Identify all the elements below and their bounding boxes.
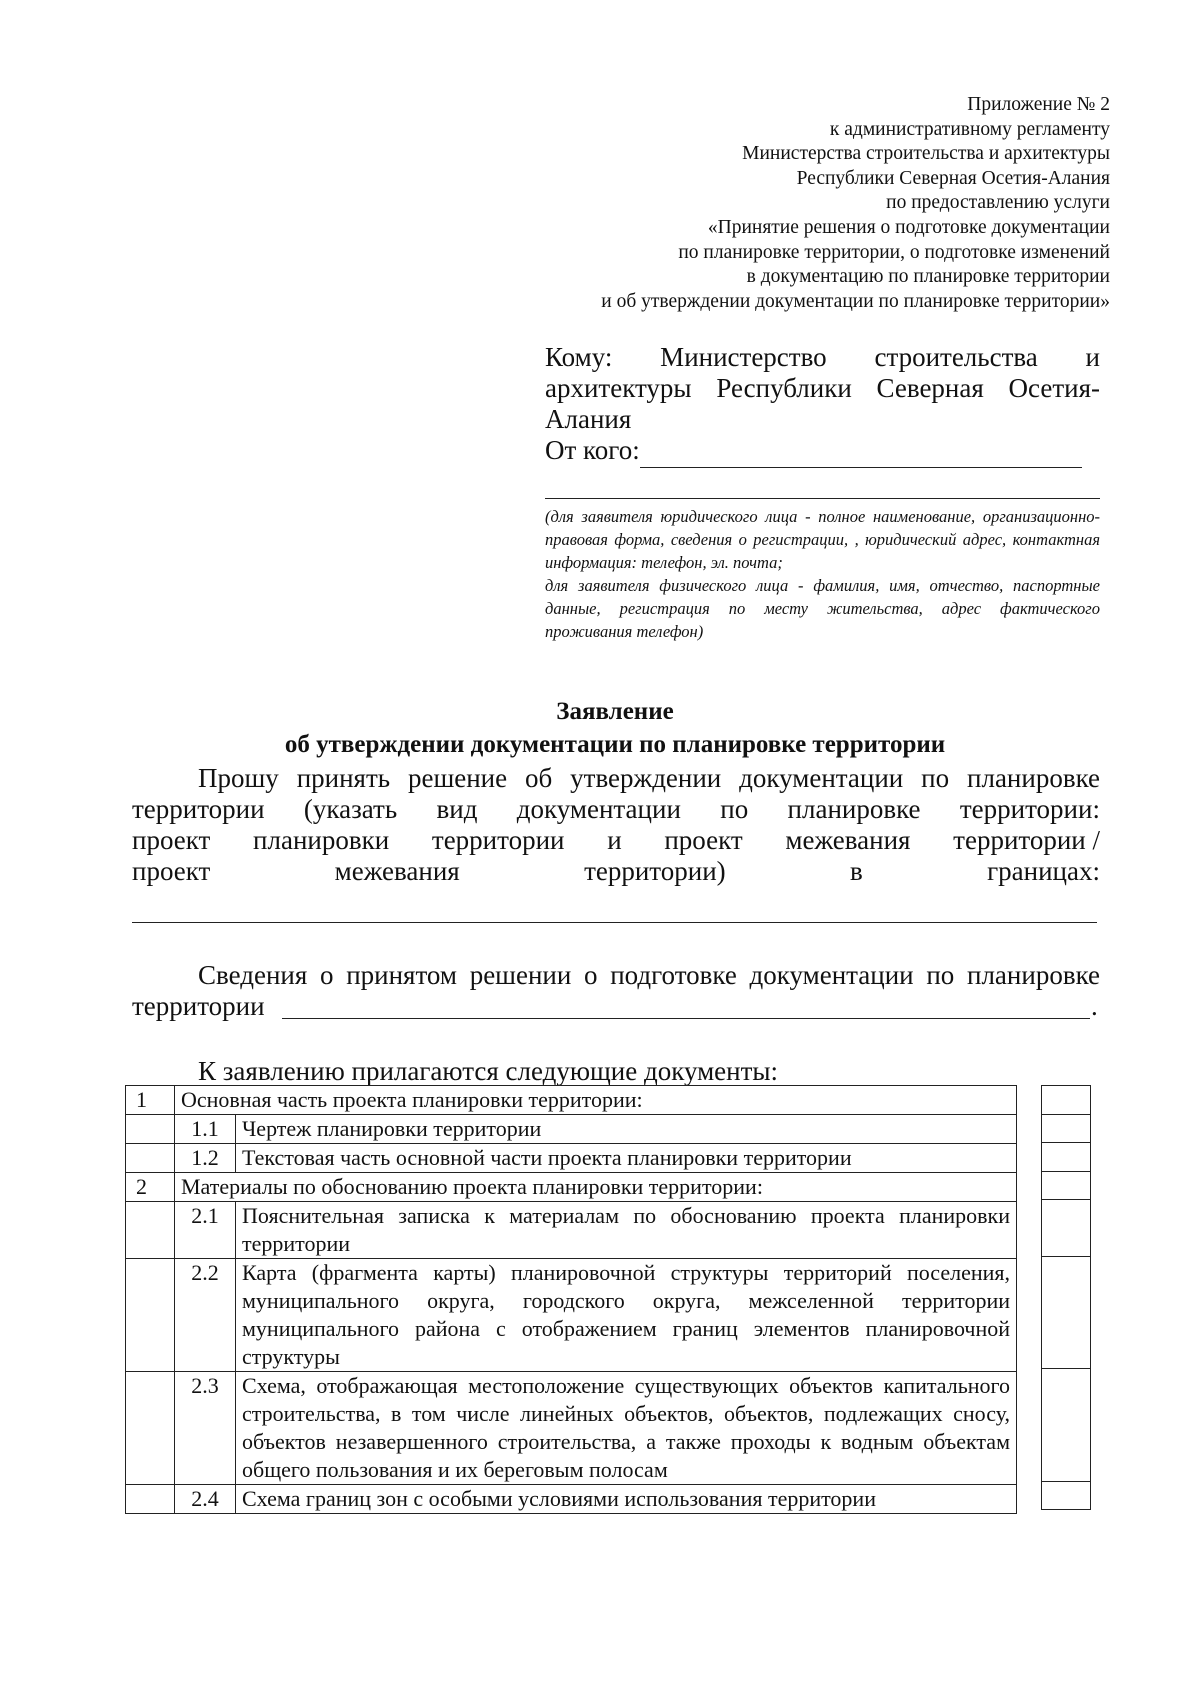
addressee-block xyxy=(545,342,1100,466)
word: планировки xyxy=(253,825,390,855)
word: территории) xyxy=(584,856,726,886)
addressee-line: Кому: Министерство строительства и xyxy=(545,342,1100,372)
word: границах: xyxy=(987,856,1100,886)
row-text: Пояснительная записка к материалам по обоснованию проекта планировки территории xyxy=(236,1202,1017,1259)
row-number xyxy=(126,1372,175,1485)
row-subnumber: 2.2 xyxy=(175,1259,236,1372)
note-individual: для заявителя физического лица - фамилия, имя, отчество, паспортные данные, регистрация по месту жительства, адрес фактического проживания телефон) xyxy=(545,576,1100,641)
table-row xyxy=(126,1259,1017,1372)
header-line: Приложение № 2 xyxy=(967,94,1110,115)
decision-label: территории xyxy=(132,991,265,1021)
table-row xyxy=(126,1144,1017,1173)
table-row xyxy=(126,1372,1017,1485)
row-text: Чертеж планировки территории xyxy=(236,1115,1017,1144)
attachments-intro: К заявлению прилагаются следующие документы: xyxy=(198,1056,779,1086)
row-number xyxy=(126,1115,175,1144)
table-row xyxy=(126,1115,1017,1144)
addressee-line: архитектуры Республики Северная Осетия- xyxy=(545,373,1100,403)
row-subnumber: 1.1 xyxy=(175,1115,236,1144)
word: проект xyxy=(132,825,211,855)
word: проект xyxy=(132,856,211,886)
row-text: Карта (фрагмента карты) планировочной структуры территорий поселения, муниципального округа, городского округа, межселенной территории муниципального района с отображением границ элементов планировочной структуры xyxy=(236,1259,1017,1372)
request-paragraph xyxy=(132,763,1100,887)
decision-line: Сведения о принятом решении о подготовке документации по планировке xyxy=(198,960,1100,990)
documents-table xyxy=(125,1085,1017,1514)
request-line xyxy=(132,856,1100,887)
document-checkbox[interactable] xyxy=(1042,1256,1091,1369)
word: территории xyxy=(132,794,265,824)
word: межевания xyxy=(334,856,460,886)
row-text: Материалы по обоснованию проекта планировки территории: xyxy=(175,1173,1017,1202)
row-number xyxy=(126,1202,175,1259)
word: (указать xyxy=(303,794,398,824)
word: проект xyxy=(664,825,743,855)
decision-info-paragraph xyxy=(132,960,1100,1022)
row-subnumber: 2.3 xyxy=(175,1372,236,1485)
word: вид xyxy=(436,794,478,824)
header-line: Министерства строительства и архитектуры xyxy=(742,143,1110,165)
from-field-line[interactable] xyxy=(640,467,1082,468)
document-title: Заявление xyxy=(556,698,674,725)
document-checkbox[interactable] xyxy=(1042,1114,1091,1143)
row-text: Основная часть проекта планировки территории: xyxy=(175,1086,1017,1115)
header-line: к административному регламенту xyxy=(829,118,1110,140)
word: межевания xyxy=(785,825,911,855)
row-subnumber: 1.2 xyxy=(175,1144,236,1173)
header-line: в документацию по планировке территории xyxy=(746,266,1110,288)
word: и xyxy=(607,825,622,855)
word: в xyxy=(849,856,863,886)
checkbox-column xyxy=(1041,1085,1091,1510)
word: планировке xyxy=(787,794,921,824)
word: по xyxy=(720,794,749,824)
addressee-line: Алания xyxy=(545,404,632,434)
header-line: по предоставлению услуги xyxy=(886,192,1110,214)
appendix-header xyxy=(480,93,1110,314)
request-line: Прошу принять решение об утверждении документации по планировке xyxy=(198,763,1100,793)
row-text: Текстовая часть основной части проекта планировки территории xyxy=(236,1144,1017,1173)
document-checkbox[interactable] xyxy=(1042,1369,1091,1482)
note-legal: (для заявителя юридического лица - полное наименование, организационно-правовая форма, сведения о регистрации, , юридический адрес, контактная информация: телефон, эл. почта; xyxy=(545,507,1100,572)
boundaries-field-line[interactable] xyxy=(132,922,1097,923)
row-number: 2 xyxy=(126,1173,175,1202)
row-number xyxy=(126,1144,175,1173)
request-line xyxy=(132,825,1100,856)
from-label: От кого: xyxy=(545,435,640,465)
row-number xyxy=(126,1485,175,1514)
table-row xyxy=(126,1202,1017,1259)
document-checkbox[interactable] xyxy=(1042,1171,1091,1200)
document-subtitle: об утверждении документации по планировке территории xyxy=(284,731,946,758)
word: территории: xyxy=(959,794,1100,824)
row-subnumber: 2.1 xyxy=(175,1202,236,1259)
row-number xyxy=(126,1259,175,1372)
document-checkbox[interactable] xyxy=(1042,1143,1091,1172)
applicant-note xyxy=(545,505,1100,643)
table-row xyxy=(126,1173,1017,1202)
from-field-line-2[interactable] xyxy=(545,498,1100,499)
document-checkbox[interactable] xyxy=(1042,1200,1091,1257)
document-checkbox[interactable] xyxy=(1042,1481,1091,1510)
table-row xyxy=(126,1485,1017,1514)
row-subnumber: 2.4 xyxy=(175,1485,236,1514)
row-text: Схема границ зон с особыми условиями использования территории xyxy=(236,1485,1017,1514)
document-checkbox[interactable] xyxy=(1042,1086,1091,1115)
word: документации xyxy=(516,794,681,824)
word: территории / xyxy=(953,825,1100,855)
header-line: и об утверждении документации по планировке территории» xyxy=(601,290,1110,312)
header-line: Республики Северная Осетия-Алания xyxy=(796,167,1110,189)
table-row xyxy=(126,1086,1017,1115)
row-number: 1 xyxy=(126,1086,175,1115)
decision-end-dot: . xyxy=(1091,991,1098,1021)
row-text: Схема, отображающая местоположение существующих объектов капитального строительства, в том числе линейных объектов, объектов, подлежащих сносу, объектов незавершенного строительства, а также проходы к водным объектам общего пользования и их береговым полосам xyxy=(236,1372,1017,1485)
header-line: по планировке территории, о подготовке изменений xyxy=(678,241,1110,263)
decision-info-field-line[interactable] xyxy=(282,1018,1090,1019)
header-line: «Принятие решения о подготовке документации xyxy=(707,216,1110,238)
word: территории xyxy=(431,825,565,855)
request-line xyxy=(132,794,1100,825)
